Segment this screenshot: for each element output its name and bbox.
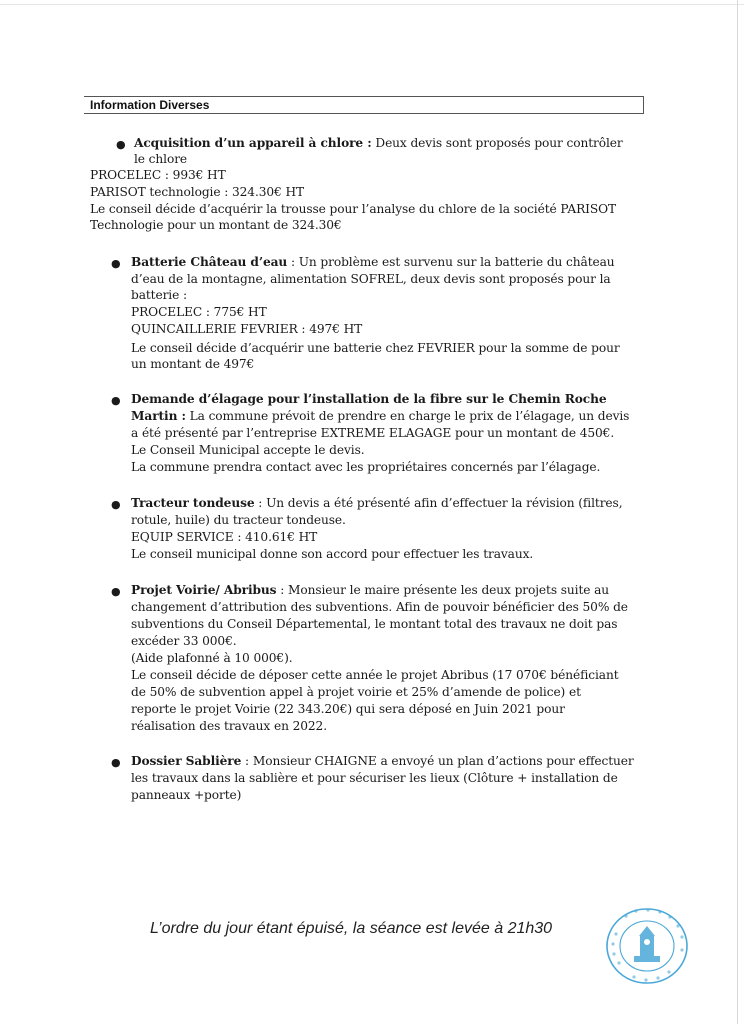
item1-quote-parisot: PARISOT technologie : 324.30€ HT (90, 185, 305, 199)
page-edge-right (737, 0, 738, 1024)
item4-title: Tracteur tondeuse (131, 496, 255, 510)
bullet-icon: ● (111, 585, 121, 598)
item2-first-line (131, 254, 615, 270)
item5-line: (Aide plafonné à 10 000€). (131, 651, 293, 665)
item1-quote-procelec: PROCELEC : 993€ HT (90, 168, 226, 182)
item2-decision: Le conseil décide d’acquérir une batterie chez FEVRIER pour la somme de pour (131, 341, 620, 355)
bullet-icon: ● (111, 756, 121, 769)
item2-line: batterie : (131, 288, 187, 302)
item3-intro: La commune prévoit de prendre en charge le prix de l’élagage, un devis (185, 409, 630, 423)
item2-decision-amount: un montant de 497€ (131, 357, 255, 371)
item2-intro: : Un problème est survenu sur la batterie du château (287, 255, 615, 269)
item4-quote: EQUIP SERVICE : 410.61€ HT (131, 530, 318, 544)
item1-intro: Deux devis sont proposés pour contrôler (371, 136, 623, 150)
municipal-seal-icon (604, 906, 690, 986)
item2-quote-procelec: PROCELEC : 775€ HT (131, 305, 267, 319)
item2-title: Batterie Château d’eau (131, 255, 288, 269)
item3-line (131, 408, 629, 424)
item1-first-line (134, 135, 638, 151)
item5-line: changement d’attribution des subventions. Afin de pouvoir bénéficier des 50% de (131, 600, 628, 614)
item1-decision: Le conseil décide d’acquérir la trousse pour l’analyse du chlore de la société PARISOT (90, 202, 617, 216)
item2-line: d’eau de la montagne, alimentation SOFREL, deux devis sont proposés pour la (131, 272, 611, 286)
item5-line: excéder 33 000€. (131, 634, 237, 648)
item5-line: reporte le projet Voirie (22 343.20€) qui sera déposé en Juin 2021 pour (131, 702, 565, 716)
bullet-icon: ● (111, 394, 121, 407)
item6-first-line (131, 753, 634, 769)
item5-line: Le conseil décide de déposer cette année le projet Abribus (17 070€ bénéficiant (131, 668, 619, 682)
section-title: Information Diverses (90, 98, 210, 112)
item3-line: Le Conseil Municipal accepte le devis. (131, 443, 365, 457)
section-header (84, 96, 644, 114)
item2-quote-fevrier: QUINCAILLERIE FEVRIER : 497€ HT (131, 322, 363, 336)
item6-title: Dossier Sablière (131, 754, 242, 768)
bullet-icon: ● (116, 138, 126, 151)
item6-intro: : Monsieur CHAIGNE a envoyé un plan d’actions pour effectuer (241, 754, 634, 768)
item5-first-line (131, 582, 609, 598)
item5-intro: : Monsieur le maire présente les deux projets suite au (276, 583, 610, 597)
item3-title: Demande d’élagage pour l’installation de la fibre sur le Chemin Roche (131, 392, 607, 406)
item1-line: le chlore (134, 152, 188, 166)
item5-line: réalisation des travaux en 2022. (131, 719, 327, 733)
item4-line: rotule, huile) du tracteur tondeuse. (131, 513, 346, 527)
item5-line: subventions du Conseil Départemental, le montant total des travaux ne doit pas (131, 617, 618, 631)
item3-line: a été présenté par l’entreprise EXTREME ELAGAGE pour un montant de 450€. (131, 426, 615, 440)
page-edge-top (0, 4, 744, 5)
closing-statement: L’ordre du jour étant épuisé, la séance est levée à 21h30 (150, 920, 553, 937)
item6-line: panneaux +porte) (131, 788, 242, 802)
item4-line: Le conseil municipal donne son accord pour effectuer les travaux. (131, 547, 534, 561)
item5-line: de 50% de subvention appel à projet voirie et 25% d’amende de police) et (131, 685, 581, 699)
item4-first-line (131, 495, 622, 511)
item3-title-end: Martin : (131, 409, 186, 423)
item1-title: Acquisition d’un appareil à chlore : (134, 136, 372, 150)
item5-title: Projet Voirie/ Abribus (131, 583, 277, 597)
item3-line: La commune prendra contact avec les propriétaires concernés par l’élagage. (131, 460, 601, 474)
bullet-icon: ● (111, 498, 121, 511)
item1-decision-amount: Technologie pour un montant de 324.30€ (90, 218, 342, 232)
item4-intro: : Un devis a été présenté afin d’effectuer la révision (filtres, (254, 496, 623, 510)
bullet-icon: ● (111, 257, 121, 270)
item6-line: les travaux dans la sablière et pour sécuriser les lieux (Clôture + installation de (131, 771, 618, 785)
